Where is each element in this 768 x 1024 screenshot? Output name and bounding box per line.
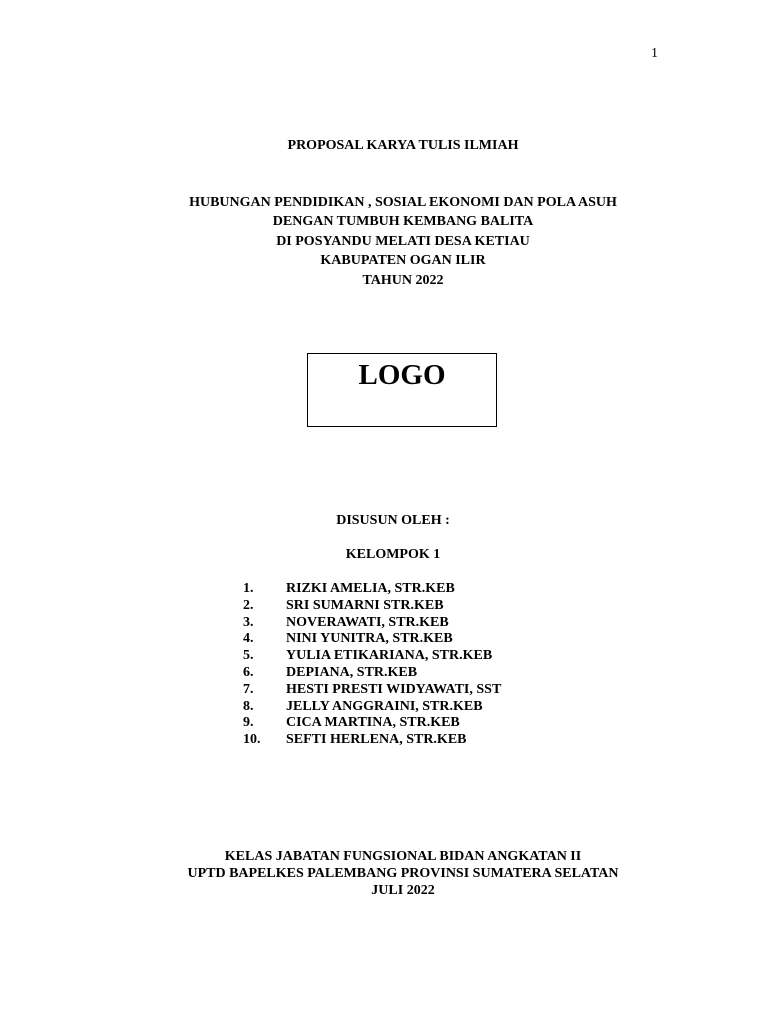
member-name: RIZKI AMELIA, STR.KEB xyxy=(286,581,455,596)
member-name: NOVERAWATI, STR.KEB xyxy=(286,614,449,630)
footer-line-3: JULI 2022 xyxy=(371,883,435,898)
proposal-title xyxy=(0,193,768,290)
member-number: 8. xyxy=(243,698,254,714)
list-item xyxy=(243,648,501,665)
page-number: 1 xyxy=(651,46,658,61)
list-item xyxy=(243,715,501,732)
title-line-5: TAHUN 2022 xyxy=(362,272,444,288)
title-line-1: HUBUNGAN PENDIDIKAN , SOSIAL EKONOMI DAN POLA ASUH xyxy=(189,195,617,210)
member-list xyxy=(243,581,501,749)
member-number: 9. xyxy=(243,715,254,731)
member-name: SEFTI HERLENA, STR.KEB xyxy=(286,732,467,748)
member-name: YULIA ETIKARIANA, STR.KEB xyxy=(286,648,493,664)
member-number: 5. xyxy=(243,648,254,664)
member-name: SRI SUMARNI STR.KEB xyxy=(286,597,444,613)
member-number: 1. xyxy=(243,581,254,596)
member-name: NINI YUNITRA, STR.KEB xyxy=(286,631,453,647)
member-number: 6. xyxy=(243,664,254,680)
member-number: 7. xyxy=(243,681,254,697)
list-item xyxy=(243,598,501,615)
footer-line-2: UPTD BAPELKES PALEMBANG PROVINSI SUMATERA SELATAN xyxy=(187,866,619,881)
list-item xyxy=(243,581,501,598)
group-heading: KELOMPOK 1 xyxy=(345,547,441,562)
footer-line-1: KELAS JABATAN FUNGSIONAL BIDAN ANGKATAN II xyxy=(224,849,582,864)
author-heading: DISUSUN OLEH : xyxy=(336,513,450,528)
member-number: 4. xyxy=(243,631,254,647)
list-item xyxy=(243,615,501,632)
list-item xyxy=(243,665,501,682)
list-item xyxy=(243,699,501,716)
title-line-4: KABUPATEN OGAN ILIR xyxy=(320,253,486,269)
document-type-heading: PROPOSAL KARYA TULIS ILMIAH xyxy=(287,138,519,153)
member-name: HESTI PRESTI WIDYAWATI, SST xyxy=(286,681,502,697)
member-number: 2. xyxy=(243,597,254,613)
list-item xyxy=(243,682,501,699)
title-line-3: DI POSYANDU MELATI DESA KETIAU xyxy=(276,233,530,249)
member-name: DEPIANA, STR.KEB xyxy=(286,664,418,680)
member-number: 10. xyxy=(243,732,261,748)
member-name: JELLY ANGGRAINI, STR.KEB xyxy=(286,698,483,714)
logo-label: LOGO xyxy=(358,359,446,391)
member-number: 3. xyxy=(243,614,254,630)
title-line-2: DENGAN TUMBUH KEMBANG BALITA xyxy=(272,214,534,230)
list-item xyxy=(243,732,501,749)
institution-footer xyxy=(0,848,768,899)
list-item xyxy=(243,631,501,648)
logo-placeholder xyxy=(307,353,497,427)
member-name: CICA MARTINA, STR.KEB xyxy=(286,715,460,731)
